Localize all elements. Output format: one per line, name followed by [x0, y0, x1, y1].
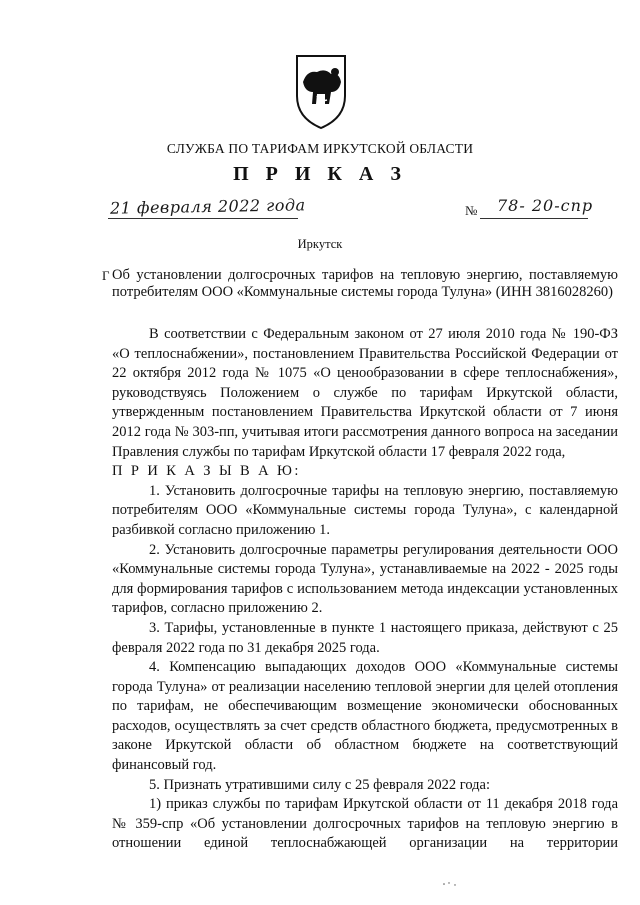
document-body: [112, 325, 618, 854]
document-title: П Р И К А З: [233, 163, 407, 185]
item-5-1: 1) приказ службы по тарифам Иркутской области от 11 декабря 2018 года № 359-спр «Об установлении долгосрочных тарифов на тепловую энергию в отношении единой теплоснабжающей организации на территории: [112, 796, 618, 852]
item-4: 4. Компенсацию выпадающих доходов ООО «Коммунальные системы города Тулуна» от реализации населению тепловой энергии для целей отопления по тарифам, не обеспечивающим возмещение экономически обоснованных расходов, осуществлять за счет средств областного бюджета, предусмотренных в законе Иркутской области об областном бюджете на соответствующий финансовый год.: [112, 659, 618, 774]
number-label: №: [465, 203, 478, 218]
agency-name: СЛУЖБА ПО ТАРИФАМ ИРКУТСКОЙ ОБЛАСТИ: [166, 141, 474, 156]
city-name: Иркутск: [297, 237, 343, 251]
page-marks: [440, 880, 462, 888]
handwritten-date: 21 февраля 2022 года: [109, 195, 306, 218]
item-5: 5. Признать утратившими силу с 25 февраля 2022 года:: [149, 776, 491, 793]
handwritten-number: 78- 20-спр: [497, 196, 594, 215]
number-underline: [480, 218, 588, 219]
subject-text: Об установлении долгосрочных тарифов на тепловую энергию, поставляемую потребителям ООО «Коммунальные системы города Тулуна» (ИНН 3816028260): [112, 267, 618, 300]
order-word: П Р И К А З Ы В А Ю:: [112, 463, 301, 480]
date-underline: [108, 218, 298, 219]
item-3: 3. Тарифы, установленные в пункте 1 настоящего приказа, действуют с 25 февраля 2022 года по 31 декабря 2025 года.: [112, 619, 618, 656]
item-1: 1. Установить долгосрочные тарифы на тепловую энергию, поставляемую потребителям ООО «Коммунальные системы города Тулуна», с календарной разбивкой согласно приложению 1.: [112, 482, 618, 538]
coat-of-arms-emblem: [291, 52, 351, 132]
preamble-paragraph: В соответствии с Федеральным законом от 27 июля 2010 года № 190-ФЗ «О теплоснабжении», постановлением Правительства Российской Федерации от 22 октября 2012 года № 1075 «О ценообразовании в сфере теплоснабжения», руководствуясь Положением о службе по тарифам Иркутской области, утвержденным постановлением Правительства Иркутской области от 7 июня 2012 года № 303-пп, учитывая итоги рассмотрения данного вопроса на заседании Правления службы по тарифам Иркутской области 17 февраля 2022 года,: [112, 326, 618, 460]
subject-bracket: Г: [102, 268, 110, 283]
item-2: 2. Установить долгосрочные параметры регулирования деятельности ООО «Коммунальные системы города Тулуна», устанавливаемые на 2022 - 2025 годы для формирования тарифов с использованием метода индексации установленных тарифов, согласно приложению 2.: [112, 541, 618, 617]
